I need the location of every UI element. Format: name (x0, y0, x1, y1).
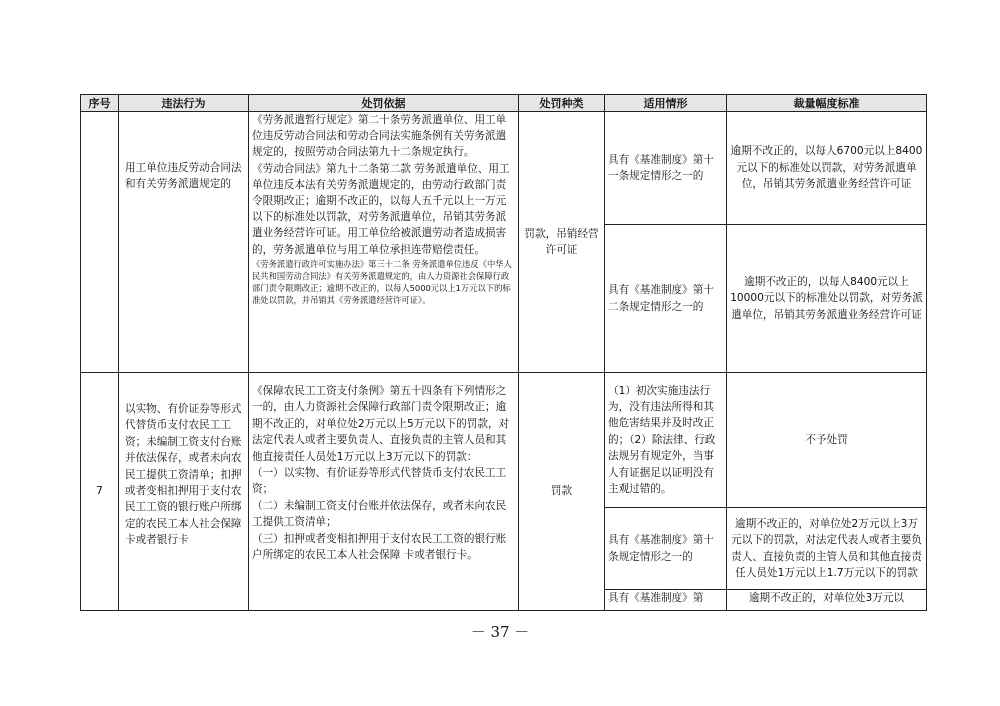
standard-cell: 不予处罚 (727, 373, 927, 508)
behavior-cell: 以实物、有价证券等形式代替货币支付农民工工资；未编制工资支付台账并依法保存，或者未向农民工提供工资清单；扣押或者变相扣押用于支付农民工工资的银行账户所绑定的农民工本人社会保障卡或者银行卡 (119, 373, 249, 611)
header-row (81, 95, 927, 112)
table-row (81, 373, 927, 508)
basis-cell (249, 373, 519, 611)
header-behavior: 违法行为 (119, 95, 249, 112)
condition-cell: 具有《基准制度》第十二条规定情形之一的 (605, 225, 727, 373)
condition-cell: 具有《基准制度》第 (605, 590, 727, 611)
table-row (81, 112, 927, 225)
row-index (81, 112, 119, 373)
basis-cell (249, 112, 519, 373)
page-number: － 37 － (470, 623, 530, 641)
standard-cell: 逾期不改正的，对单位处2万元以上3万元以下的罚款，对法定代表人或者主要负责人、直接负责的主管人员和其他直接责任人员处1万元以上1.7万元以下的罚款 (727, 508, 927, 590)
basis-paragraph: 《劳动合同法》第九十二条第二款 劳务派遣单位、用工单位违反本法有关劳务派遣规定的，由劳动行政部门责令限期改正；逾期不改正的，以每人五千元以上一万元以下的标准处以罚款，对劳务派遣单位，吊销其劳务派遣业务经营许可证。用工单位给被派遣劳动者造成损害的，劳务派遣单位与用工单位承担连带赔偿责任。 (252, 162, 510, 256)
basis-item: （一）以实物、有价证券等形式代替货币支付农民工工资； (252, 467, 507, 496)
header-condition: 适用情形 (605, 95, 727, 112)
condition-cell: 具有《基准制度》第十一条规定情形之一的 (605, 112, 727, 225)
basis-paragraph: 《劳务派遣暂行规定》第二十条劳务派遣单位、用工单位违反劳动合同法和劳动合同法实施条例有关劳务派遣规定的，按照劳动合同法第九十二条规定执行。 (252, 114, 507, 159)
standard-cell: 逾期不改正的，以每人8400元以上10000元以下的标准处以罚款，对劳务派遣单位，吊销其劳务派遣业务经营许可证 (727, 225, 927, 373)
header-standard: 裁量幅度标准 (727, 95, 927, 112)
basis-paragraph: 《保障农民工工资支付条例》第五十四条有下列情形之一的，由人力资源社会保障行政部门责令限期改正；逾期不改正的，对单位处2万元以上5万元以下的罚款，对法定代表人或者主要负责人、直接负责的主管人员和其他直接责任人员处1万元以上3万元以下的罚款： (252, 385, 510, 463)
type-cell: 罚款 (519, 373, 605, 611)
condition-cell: 具有《基准制度》第十条规定情形之一的 (605, 508, 727, 590)
standard-cell: 逾期不改正的，以每人6700元以上8400元以下的标准处以罚款，对劳务派遣单位，吊销其劳务派遣业务经营许可证 (727, 112, 927, 225)
basis-paragraph-small: 《劳务派遣行政许可实施办法》第三十二条 劳务派遣单位违反《中华人民共和国劳动合同法》有关劳务派遣规定的，由人力资源社会保障行政部门责令限期改正；逾期不改正的，以每人5000元以上1万元以下的标准处以罚款，并吊销其《劳务派遣经营许可证》。 (252, 258, 512, 306)
condition-cell: （1）初次实施违法行为，没有违法所得和其他危害结果并及时改正的；（2）除法律、行政法规另有规定外，当事人有证据足以证明没有主观过错的。 (605, 373, 727, 508)
basis-item: （二）未编制工资支付台账并依法保存，或者未向农民工提供工资清单； (252, 499, 507, 529)
header-type: 处罚种类 (519, 95, 605, 112)
basis-item: （三）扣押或者变相扣押用于支付农民工工资的银行账户所绑定的农民工本人社会保障 卡或者银行卡。 (252, 532, 507, 562)
type-cell: 罚款，吊销经营许可证 (519, 112, 605, 373)
behavior-cell: 用工单位违反劳动合同法和有关劳务派遣规定的 (119, 112, 249, 373)
standard-cell: 逾期不改正的，对单位处3万元以 (727, 590, 927, 611)
row-index: 7 (81, 373, 119, 611)
penalty-table (80, 94, 927, 611)
header-basis: 处罚依据 (249, 95, 519, 112)
header-index: 序号 (81, 95, 119, 112)
